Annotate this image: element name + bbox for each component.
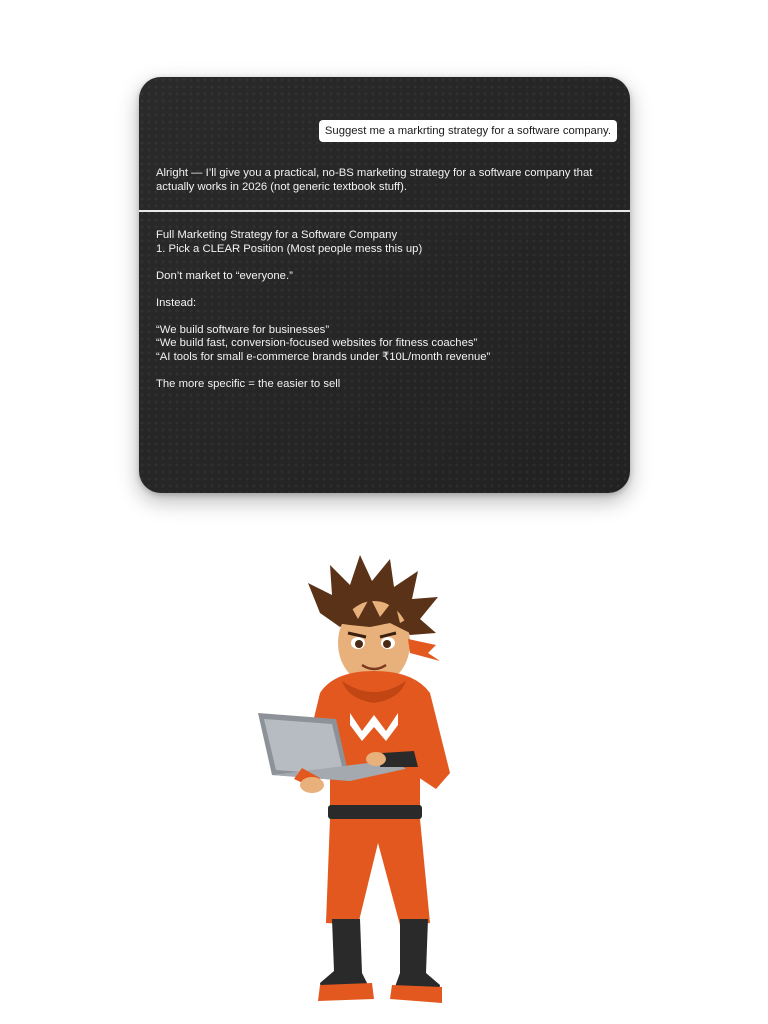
assistant-intro: Alright — I’ll give you a practical, no-BS marketing strategy for a software company that actually works in 2026 (not generic textbook stuff). — [156, 167, 593, 193]
user-message-bubble: Suggest me a markrting strategy for a software company. — [319, 120, 617, 142]
strategy-example: “AI tools for small e-commerce brands under ₹10L/month revenue” — [156, 350, 491, 363]
chat-card — [139, 77, 630, 493]
ninja-mascot-icon — [250, 553, 490, 1018]
strategy-content — [156, 229, 611, 391]
strategy-example: “We build software for businesses” — [156, 323, 330, 336]
strategy-dont: Don’t market to “everyone.” — [156, 269, 293, 282]
strategy-instead: Instead: — [156, 296, 197, 309]
strategy-conclusion: The more specific = the easier to sell — [156, 377, 341, 390]
strategy-example: “We build fast, conversion-focused websites for fitness coaches” — [156, 337, 478, 349]
divider — [139, 210, 630, 212]
strategy-heading: Full Marketing Strategy for a Software Company — [156, 229, 398, 241]
strategy-step-title: 1. Pick a CLEAR Position (Most people mess this up) — [156, 242, 423, 255]
